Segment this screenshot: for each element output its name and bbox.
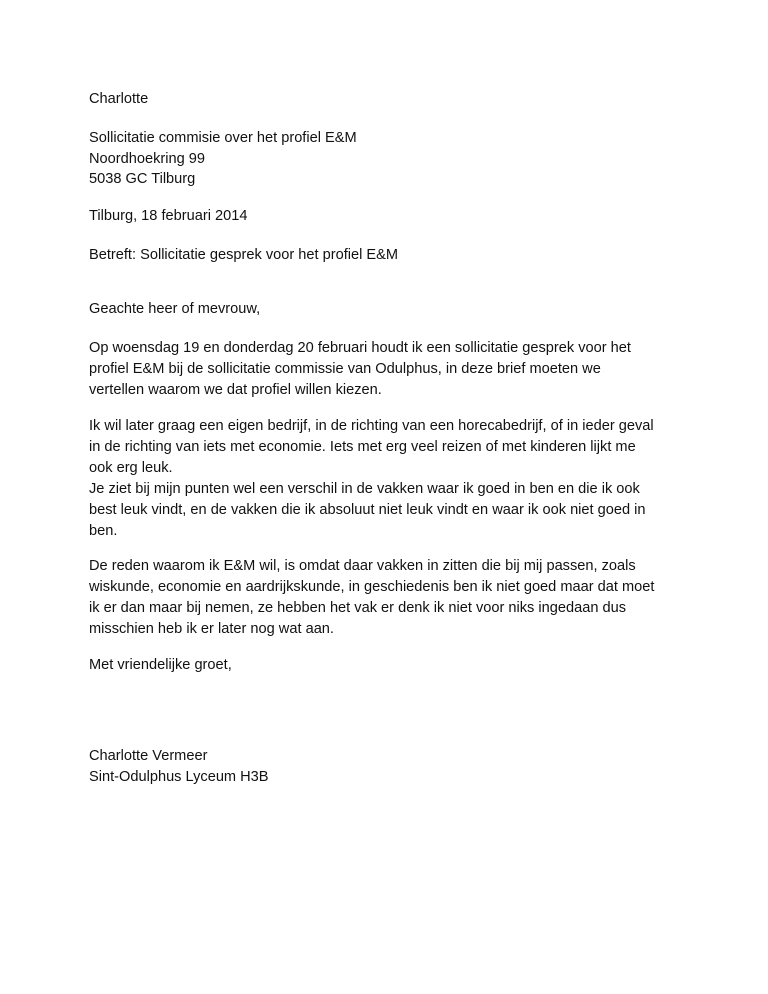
paragraph-1 (89, 338, 631, 401)
subject-line: Betreft: Sollicitatie gesprek voor het profiel E&M (89, 247, 399, 263)
sender-name: Charlotte (89, 91, 149, 107)
paragraph-line: Je ziet bij mijn punten wel een verschil in de vakken waar ik goed in ben en die ik ook (89, 481, 640, 497)
closing: Met vriendelijke groet, (89, 657, 232, 673)
paragraph-line: ben. (89, 523, 118, 539)
signature-name: Charlotte Vermeer (89, 748, 208, 764)
paragraph-3 (89, 556, 654, 640)
recipient-line-2: Noordhoekring 99 (89, 151, 206, 167)
paragraph-line: Ik wil later graag een eigen bedrijf, in de richting van een horecabedrijf, of in ieder geval (89, 418, 654, 434)
paragraph-line: in de richting van iets met economie. Iets met erg veel reizen of met kinderen lijkt me (89, 439, 636, 455)
paragraph-line: wiskunde, economie en aardrijkskunde, in geschiedenis ben ik niet goed maar dat moet (89, 579, 655, 595)
paragraph-line: Op woensdag 19 en donderdag 20 februari houdt ik een sollicitatie gesprek voor het (89, 340, 631, 356)
paragraph-line: vertellen waarom we dat profiel willen kiezen. (89, 382, 382, 398)
place-date: Tilburg, 18 februari 2014 (89, 208, 248, 224)
salutation: Geachte heer of mevrouw, (89, 301, 261, 317)
paragraph-line: profiel E&M bij de sollicitatie commissie van Odulphus, in deze brief moeten we (89, 361, 601, 377)
paragraph-2 (89, 416, 654, 542)
signature-school: Sint-Odulphus Lyceum H3B (89, 769, 269, 785)
paragraph-line: ik er dan maar bij nemen, ze hebben het vak er denk ik niet voor niks ingedaan dus (89, 600, 627, 616)
recipient-line-3: 5038 GC Tilburg (89, 171, 196, 187)
paragraph-line: De reden waarom ik E&M wil, is omdat daar vakken in zitten die bij mij passen, zoals (89, 558, 636, 574)
paragraph-line: ook erg leuk. (89, 460, 173, 476)
recipient-line-1: Sollicitatie commisie over het profiel E&M (89, 130, 357, 146)
paragraph-line: best leuk vindt, en de vakken die ik absoluut niet leuk vindt en waar ik ook niet goed in (89, 502, 646, 518)
paragraph-line: misschien heb ik er later nog wat aan. (89, 621, 334, 637)
